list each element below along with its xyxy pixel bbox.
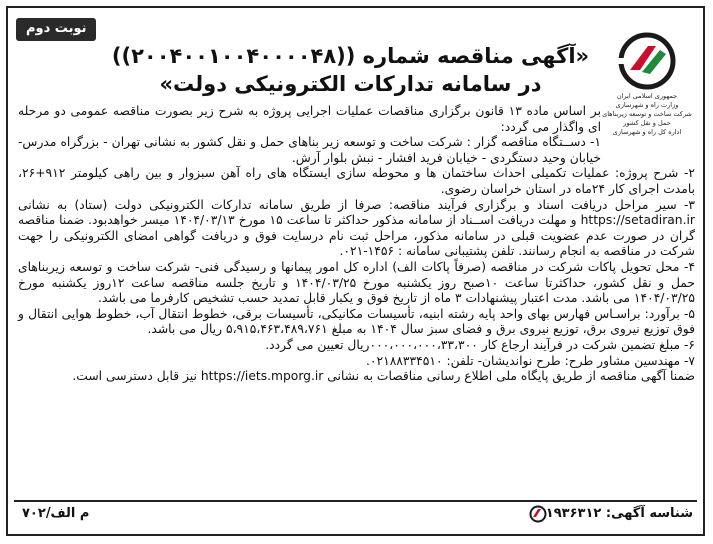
round-badge: نوبت دوم [16, 18, 96, 41]
item-5: ۵- برآورد: براسـاس فهارس بهای واحد پایه رشته ابنیه، تأسیسات مکانیکی، تأسیسات برقی، خطوط انتقال آب، خطوط هوایی انتقال و فوق توزیع نیروی برق، توزیع نیروی برق و فضای سبز سال ۱۴۰۴ به مبلغ ۵،۹۱۵،۴۶۳،۴۸۹،۷۶۱ ریال می باشد. [18, 306, 695, 337]
notice-body [18, 104, 695, 385]
title-line-2: در سامانه تدارکات الکترونیکی دولت» [159, 72, 542, 96]
road-logo-icon [618, 32, 676, 90]
tender-notice [6, 6, 705, 536]
ad-id: شناسه آگهی: ۱۹۳۶۳۱۲ [545, 506, 693, 521]
org-line: وزارت راه و شهرسازی [615, 101, 679, 109]
item-3: ۳- سیر مراحل دریافت اسناد و برگزاری فرآیند مناقصه: صرفا از طریق سامانه تدارکات الکترونیکی دولت (ستاد) به نشانی https://setadiran.ir و مهلت دریافت اســناد از سامانه مذکور حداکثر تا ساعت ۱۵ مورخ ۱۴۰۴/۰۳/۱۳ میسر خواهدبود. ضمنا مناقصه گران در صورت عدم عضویت قبلی در سامانه مذکور، مراحل ثبت نام درسایت فوق و دریافت گواهی امضای الکترونیکی را جهت شرکت در مناقصه به انجام رسانند. تلفن پشتیبانی سامانه : ۱۴۵۶-۰۲۱. [18, 197, 695, 259]
notice-title [108, 42, 593, 98]
closing-paragraph: ضمنا آگهی مناقصه از طریق پایگاه ملی اطلاع رسانی مناقصات به نشانی https://iets.mporg.ir نیز قابل دسترسی است. [72, 369, 695, 384]
org-line: جمهوری اسلامی ایران [616, 92, 678, 100]
footer-logo-icon [529, 505, 547, 527]
item-6: ۶- مبلغ تضمین شرکت در فرآیند ارجاع کار ۰۰۰،۰۰۰،۰۰۰،۳۳،۳۰۰ریال تعیین می گردد. [265, 337, 695, 352]
code-reference: م الف/۷۰۲ [22, 506, 90, 521]
org-line: شرکت ساخت و توسعه زیربناهای حمل و نقل کشور [602, 110, 692, 127]
item-2: ۲- شرح پروژه: عملیات تکمیلی احداث ساختمان ها و محوطه سازی ایستگاه های راه آهن سبزوار و بین راهی کیلومتر ۹۱۲+۲۶، بامدت اجرای کار ۲۴ماه در استان خراسان رضوی. [18, 166, 695, 196]
item-7: ۷- مهندسین مشاور طرح: طرح نواندیشان- تلفن: ۰۲۱۸۸۳۳۴۵۱۰. [365, 353, 695, 368]
org-line: اداره کل راه و شهرسازی [612, 128, 682, 136]
item-4: ۴- محل تحویل پاکات شرکت در مناقصه (صرفاً پاکات الف) اداره کل امور پیمانها و رسیدگی فنی- شرکت ساخت و توسعه زیربناهای حمل و نقل کشور، حداکثرتا ساعت ۱۰صبح روز یکشنبه مورخ ۱۴۰۴/۰۳/۲۵ و تاریخ جلسه مناقصه ساعت ۱۲روز یکشنبه مورخ ۱۴۰۴/۰۳/۲۵ می باشد. مدت اعتبار پیشنهادات ۳ ماه از تاریخ فوق و یکبار قابل تمدید حسب تشخیص کارفرما می باشد. [18, 259, 695, 306]
footer-bar [14, 500, 697, 528]
item-1: ۱- دســتگاه مناقصه گزار : شرکت ساخت و توسعه زیر بناهای حمل و نقل کشور به نشانی تهران - بزرگراه مدرس- خیابان وحید دستگردی - خیابان فرید افشار - نبش بلوار آرش. [18, 135, 601, 165]
intro-paragraph: بر اساس ماده ۱۳ قانون برگزاری مناقصات عملیات اجرایی پروژه به شرح زیر بصورت مناقصه عمومی دو مرحله ای واگذار می گردد: [18, 104, 601, 134]
title-line-1: «آگهی مناقصه شماره ((۲۰۰۴۰۰۱۰۰۴۰۰۰۰۴۸)) [111, 44, 590, 68]
